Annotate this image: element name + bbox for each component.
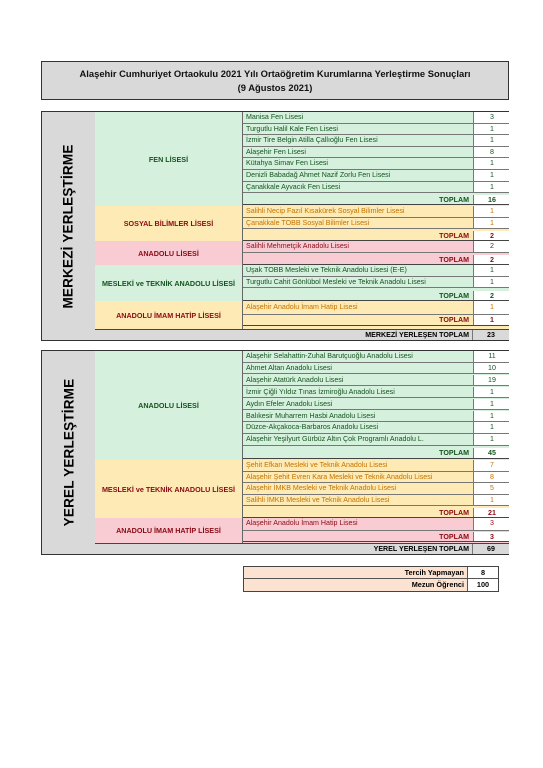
school-name: Düzce-Akçakoca-Barbaros Anadolu Lisesi xyxy=(246,423,379,432)
school-name: Denizli Babadağ Ahmet Nazif Zorlu Fen Lisesi xyxy=(246,171,391,179)
table-row xyxy=(243,518,509,531)
total-label: TOPLAM xyxy=(439,532,469,541)
school-count: 5 xyxy=(473,483,510,494)
school-count: 1 xyxy=(473,411,510,422)
school-count: 1 xyxy=(473,135,510,146)
school-name: Ahmet Altan Anadolu Lisesi xyxy=(246,363,332,372)
table-row xyxy=(243,206,509,218)
table-row xyxy=(243,124,509,136)
school-count: 3 xyxy=(473,112,510,123)
page-title xyxy=(41,61,509,100)
table-row xyxy=(243,387,509,399)
table-row xyxy=(243,147,509,159)
school-count: 1 xyxy=(473,170,510,181)
school-name: Çanakkale TOBB Sosyal Bilimler Lisesi xyxy=(246,218,370,227)
category-label: SOSYAL BİLİMLER LİSESİ xyxy=(95,206,243,241)
category-label: ANADOLU LİSESİ xyxy=(95,351,243,460)
group-total xyxy=(243,291,509,302)
grand-total-value: 69 xyxy=(472,544,509,554)
total-value: 2 xyxy=(473,255,510,265)
table-row xyxy=(243,170,509,182)
total-label: TOPLAM xyxy=(439,508,469,517)
summary-table xyxy=(243,566,499,592)
group-total xyxy=(243,255,509,266)
table-row xyxy=(243,241,509,253)
school-count: 1 xyxy=(473,422,510,433)
school-name: Kütahya Simav Fen Lisesi xyxy=(246,159,329,168)
group-anadolu-lisesi xyxy=(95,351,509,460)
table-row xyxy=(243,495,509,507)
table-row xyxy=(243,158,509,170)
school-count: 1 xyxy=(473,495,510,506)
category-label: MESLEKİ ve TEKNİK ANADOLU LİSESİ xyxy=(95,460,243,518)
summary-label: Tercih Yapmayan xyxy=(404,568,464,577)
summary-value: 100 xyxy=(467,579,498,591)
total-label: TOPLAM xyxy=(439,195,469,204)
total-label: TOPLAM xyxy=(439,231,469,240)
category-label: MESLEKİ ve TEKNİK ANADOLU LİSESİ xyxy=(95,265,243,301)
total-label: TOPLAM xyxy=(439,316,469,324)
title-line-1: Alaşehir Cumhuriyet Ortaokulu 2021 Yılı Ortaöğretim Kurumlarına Yerleştirme Sonuçları xyxy=(79,68,471,79)
group-total xyxy=(243,448,509,459)
school-count: 1 xyxy=(473,124,510,135)
total-value: 16 xyxy=(473,195,510,205)
group-total xyxy=(243,532,509,543)
school-count: 1 xyxy=(473,399,510,410)
merkezi-section xyxy=(41,111,509,341)
group-mesleki-teknik xyxy=(95,265,509,301)
table-row xyxy=(243,277,509,289)
group-imam-hatip xyxy=(95,518,509,543)
school-name: Turgutlu Cahit Gönlübol Mesleki ve Teknik Anadolu Lisesi xyxy=(246,277,426,286)
grand-total-value: 23 xyxy=(472,330,509,340)
school-count: 10 xyxy=(473,363,510,374)
school-count: 2 xyxy=(473,241,510,252)
school-count: 1 xyxy=(473,301,510,314)
school-count: 11 xyxy=(473,351,510,362)
school-name: Alaşehir Şehit Evren Kara Mesleki ve Teknik Anadolu Lisesi xyxy=(246,472,433,481)
school-count: 1 xyxy=(473,218,510,229)
school-name: Alaşehir Selahattin-Zuhal Barutçuoğlu Anadolu Lisesi xyxy=(246,352,413,360)
table-row xyxy=(243,363,509,375)
school-name: Alaşehir Anadolu İmam Hatip Lisesi xyxy=(246,303,358,311)
table-row xyxy=(243,434,509,446)
summary-label: Mezun Öğrenci xyxy=(411,580,464,589)
summary-row-tercih-yapmayan xyxy=(244,567,498,579)
school-name: Alaşehir Anadolu İmam Hatip Lisesi xyxy=(246,519,358,527)
school-count: 1 xyxy=(473,182,510,193)
table-row xyxy=(243,351,509,363)
total-value: 1 xyxy=(473,315,510,325)
school-name: Alaşehir İMKB Mesleki ve Teknik Anadolu Lisesi xyxy=(246,484,397,493)
total-value: 45 xyxy=(473,448,510,458)
total-value: 2 xyxy=(473,291,510,301)
school-name: Aydın Efeler Anadolu Lisesi xyxy=(246,399,333,408)
group-imam-hatip xyxy=(95,301,509,329)
school-name: Manisa Fen Lisesi xyxy=(246,113,304,121)
yerel-vertical-label: YEREL YERLEŞTİRME xyxy=(42,351,96,554)
total-label: TOPLAM xyxy=(439,291,469,300)
table-row xyxy=(243,422,509,434)
table-row xyxy=(243,265,509,277)
group-fen-lisesi xyxy=(95,112,509,206)
table-row xyxy=(243,483,509,495)
category-label: ANADOLU LİSESİ xyxy=(95,241,243,265)
school-count: 7 xyxy=(473,460,510,471)
school-count: 1 xyxy=(473,206,510,217)
category-label: ANADOLU İMAM HATİP LİSESİ xyxy=(95,518,243,543)
school-name: Çanakkale Ayvacık Fen Lisesi xyxy=(246,182,341,191)
school-name: Salihli İMKB Mesleki ve Teknik Anadolu Lisesi xyxy=(246,495,390,504)
school-count: 1 xyxy=(473,387,510,398)
school-count: 1 xyxy=(473,158,510,169)
school-name: Uşak TOBB Mesleki ve Teknik Anadolu Lisesi (E-E) xyxy=(246,266,407,274)
table-row xyxy=(243,112,509,124)
school-name: Alaşehir Yeşilyurt Gürbüz Altın Çok Programlı Anadolu L. xyxy=(246,435,424,444)
group-total xyxy=(243,315,509,326)
school-name: Alaşehir Atatürk Anadolu Lisesi xyxy=(246,375,344,384)
school-name: İzmir Tire Belgin Atilla Çallıoğlu Fen Lisesi xyxy=(246,136,378,145)
school-name: Salihli Necip Fazıl Kısakürek Sosyal Bilimler Lisesi xyxy=(246,207,405,215)
title-line-2: (9 Ağustos 2021) xyxy=(237,82,313,93)
grand-total-label: MERKEZİ YERLEŞEN TOPLAM xyxy=(365,331,469,339)
category-label: FEN LİSESİ xyxy=(95,112,243,206)
yerel-grand-total xyxy=(95,543,509,554)
school-count: 1 xyxy=(473,434,510,445)
group-anadolu-lisesi xyxy=(95,241,509,265)
total-value: 2 xyxy=(473,231,510,241)
school-name: Salihli Mehmetçik Anadolu Lisesi xyxy=(246,242,349,250)
total-label: TOPLAM xyxy=(439,449,469,457)
table-row xyxy=(243,460,509,472)
summary-row-mezun-ogrenci xyxy=(244,579,498,591)
group-total xyxy=(243,231,509,242)
group-sosyal-bilimler xyxy=(95,206,509,241)
school-name: İzmir Çiğli Yıldız Tınas İzmiroğlu Anadolu Lisesi xyxy=(246,387,395,396)
school-count: 8 xyxy=(473,147,510,158)
table-row xyxy=(243,301,509,315)
school-name: Balıkesir Muharrem Hasbi Anadolu Lisesi xyxy=(246,411,376,420)
school-count: 19 xyxy=(473,375,510,386)
table-row xyxy=(243,182,509,194)
group-mesleki-teknik xyxy=(95,460,509,518)
total-value: 3 xyxy=(473,532,510,542)
school-name: Şehit Efkan Mesleki ve Teknik Anadolu Lisesi xyxy=(246,461,388,469)
school-count: 1 xyxy=(473,265,510,276)
school-name: Turgutlu Halil Kale Fen Lisesi xyxy=(246,124,338,133)
total-value: 21 xyxy=(473,508,510,518)
grand-total-label: YEREL YERLEŞEN TOPLAM xyxy=(373,545,469,553)
group-total xyxy=(243,508,509,519)
table-row xyxy=(243,218,509,230)
table-row xyxy=(243,375,509,387)
table-row xyxy=(243,399,509,411)
merkezi-grand-total xyxy=(95,329,509,340)
category-label: ANADOLU İMAM HATİP LİSESİ xyxy=(95,301,243,329)
group-total xyxy=(243,195,509,206)
school-count: 1 xyxy=(473,277,510,288)
table-row xyxy=(243,135,509,147)
table-row xyxy=(243,472,509,484)
merkezi-vertical-label: MERKEZİ YERLEŞTİRME xyxy=(42,112,96,340)
summary-value: 8 xyxy=(467,567,498,578)
school-count: 3 xyxy=(473,518,510,530)
school-count: 8 xyxy=(473,472,510,483)
yerel-section xyxy=(41,350,509,555)
total-label: TOPLAM xyxy=(439,255,469,264)
school-name: Alaşehir Fen Lisesi xyxy=(246,147,306,156)
table-row xyxy=(243,411,509,423)
